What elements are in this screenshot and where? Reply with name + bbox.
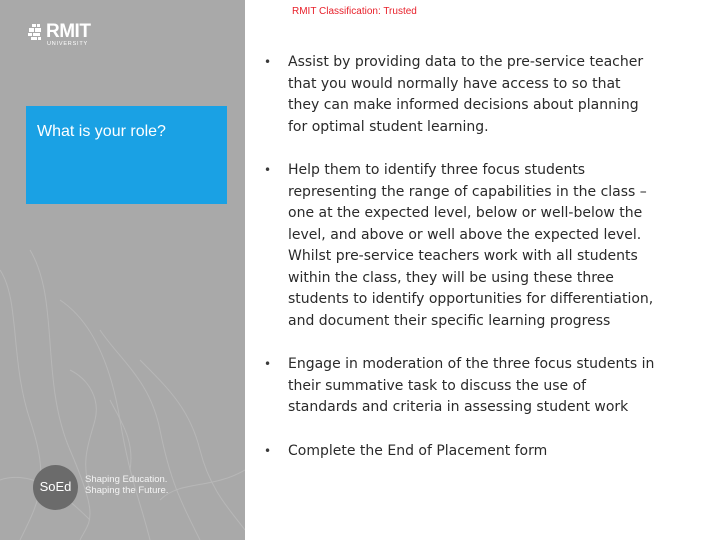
soed-tagline-1: Shaping Education.	[85, 474, 168, 485]
list-item	[264, 52, 656, 138]
list-item-text: Engage in moderation of the three focus students in their summative task to discuss the use of standards and criteria in assessing student work	[288, 356, 655, 415]
list-item	[264, 354, 656, 419]
rmit-wordmark: RMIT	[46, 21, 91, 42]
bullet-icon: •	[264, 357, 272, 371]
soed-mark: SoEd	[39, 479, 72, 494]
list-item	[264, 160, 656, 332]
bullet-icon: •	[264, 55, 272, 69]
list-item	[264, 441, 656, 463]
list-item-text: Help them to identify three focus students representing the range of capabilities in the class – one at the expected level, below or well-below the level, and above or well above the expected level. Whilst pre-service teachers work with all students within the class, they will be using these three students to identify opportunities for differentiation, and document their specific learning progress	[288, 162, 654, 329]
rmit-logo	[28, 22, 108, 50]
background-texture	[0, 0, 245, 540]
list-item-text: Assist by providing data to the pre-service teacher that you would normally have access to so that they can make informed decisions about planning for optimal student learning.	[288, 54, 644, 135]
list-item-text: Complete the End of Placement form	[288, 442, 548, 459]
role-title-box	[26, 106, 227, 204]
page-title: What is your role?	[37, 123, 166, 140]
left-panel	[0, 0, 245, 540]
bullet-icon: •	[264, 443, 272, 458]
rmit-subtitle: UNIVERSITY	[47, 41, 89, 47]
soed-logo	[33, 465, 193, 511]
rmit-pixel-icon	[28, 24, 44, 40]
bullet-list	[264, 52, 656, 462]
soed-tagline-2: Shaping the Future.	[85, 485, 169, 496]
classification-label: RMIT Classification: Trusted	[292, 6, 417, 17]
bullet-icon: •	[264, 163, 272, 177]
